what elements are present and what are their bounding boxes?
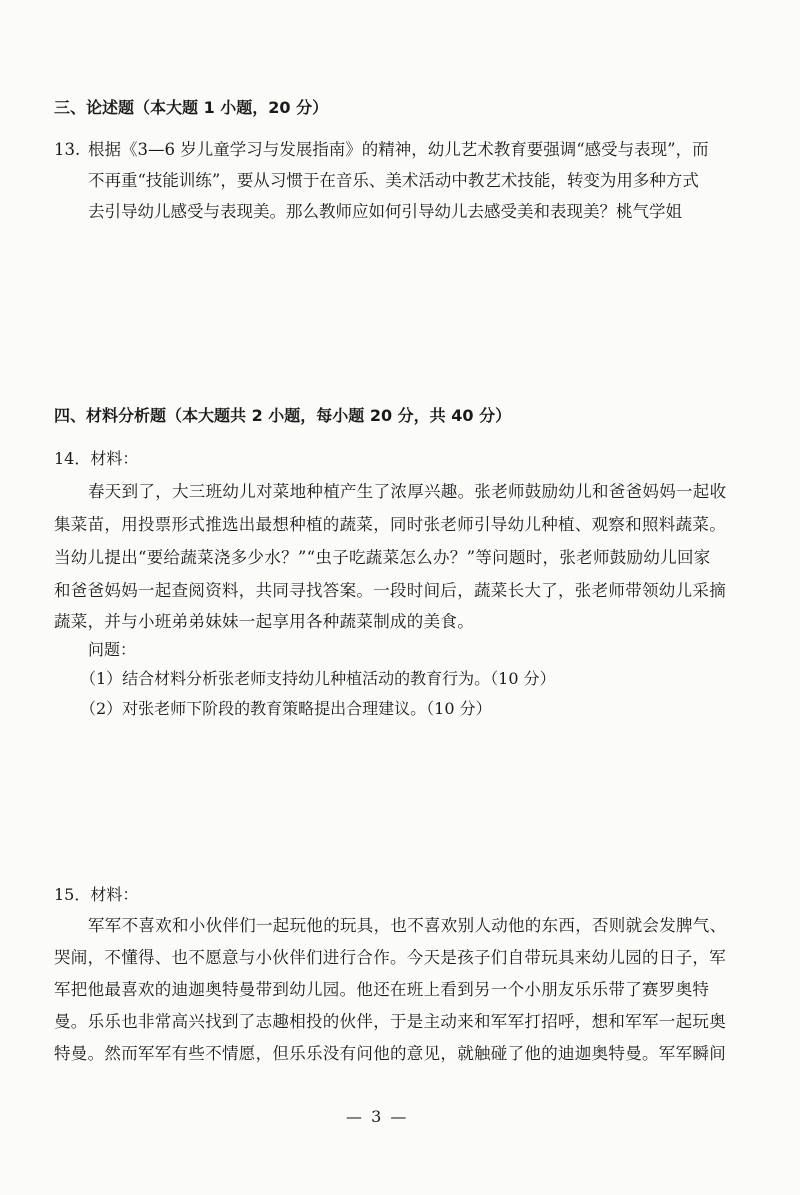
q14-question-2: （2）对张老师下阶段的教育策略提出合理建议。（10 分） (80, 699, 492, 718)
q13-line-3: 去引导幼儿感受与表现美。那么教师应如何引导幼儿去感受美和表现美？桃气学姐 (88, 202, 682, 221)
q14-question-label: 问题： (88, 640, 137, 659)
q14-material-line-5: 蔬菜，并与小班弟弟妹妹一起享用各种蔬菜制成的美食。 (54, 612, 474, 631)
q15-material-line-1: 军军不喜欢和小伙伴们一起玩他的玩具，也不喜欢别人动他的东西，否则就会发脾气、 (88, 916, 727, 935)
q15-material-line-4: 曼。乐乐也非常高兴找到了志趣相投的伙伴，于是主动来和军军打招呼，想和军军一起玩奥 (54, 1012, 726, 1031)
q13-line-1: 根据《3—6 岁儿童学习与发展指南》的精神，幼儿艺术教育要强调“感受与表现”，而 (88, 140, 709, 159)
q15-label: 15．材料： (54, 885, 139, 904)
q14-material-line-3: 当幼儿提出“要给蔬菜浇多少水？”“虫子吃蔬菜怎么办？”等问题时，张老师鼓励幼儿回家 (54, 548, 711, 567)
q15-material-line-2: 哭闹，不懂得、也不愿意与小伙伴们进行合作。今天是孩子们自带玩具来幼儿园的日子，军 (54, 948, 726, 967)
q14-label: 14．材料： (54, 449, 139, 468)
q13-number: 13. (54, 140, 81, 159)
q14-material-line-2: 集菜苗，用投票形式推选出最想种植的蔬菜，同时张老师引导幼儿种植、观察和照料蔬菜。 (54, 515, 726, 534)
section-4-heading: 四、材料分析题（本大题共 2 小题，每小题 20 分，共 40 分） (54, 406, 512, 425)
q14-material-line-1: 春天到了，大三班幼儿对菜地种植产生了浓厚兴趣。张老师鼓励幼儿和爸爸妈妈一起收 (88, 482, 727, 501)
page-number: — 3 — (346, 1107, 409, 1126)
q15-material-line-5: 特曼。然而军军有些不情愿，但乐乐没有问他的意见，就触碰了他的迪迦奥特曼。军军瞬间 (54, 1044, 726, 1063)
q15-material-line-3: 军把他最喜欢的迪迦奥特曼带到幼儿园。他还在班上看到另一个小朋友乐乐带了赛罗奥特 (54, 980, 710, 999)
q14-question-1: （1）结合材料分析张老师支持幼儿种植活动的教育行为。（10 分） (80, 669, 556, 688)
section-3-heading: 三、论述题（本大题 1 小题，20 分） (54, 98, 329, 117)
q13-line-2: 不再重“技能训练”，要从习惯于在音乐、美术活动中教艺术技能，转变为用多种方式 (88, 171, 699, 190)
q14-material-line-4: 和爸爸妈妈一起查阅资料，共同寻找答案。一段时间后，蔬菜长大了，张老师带领幼儿采摘 (54, 581, 726, 600)
